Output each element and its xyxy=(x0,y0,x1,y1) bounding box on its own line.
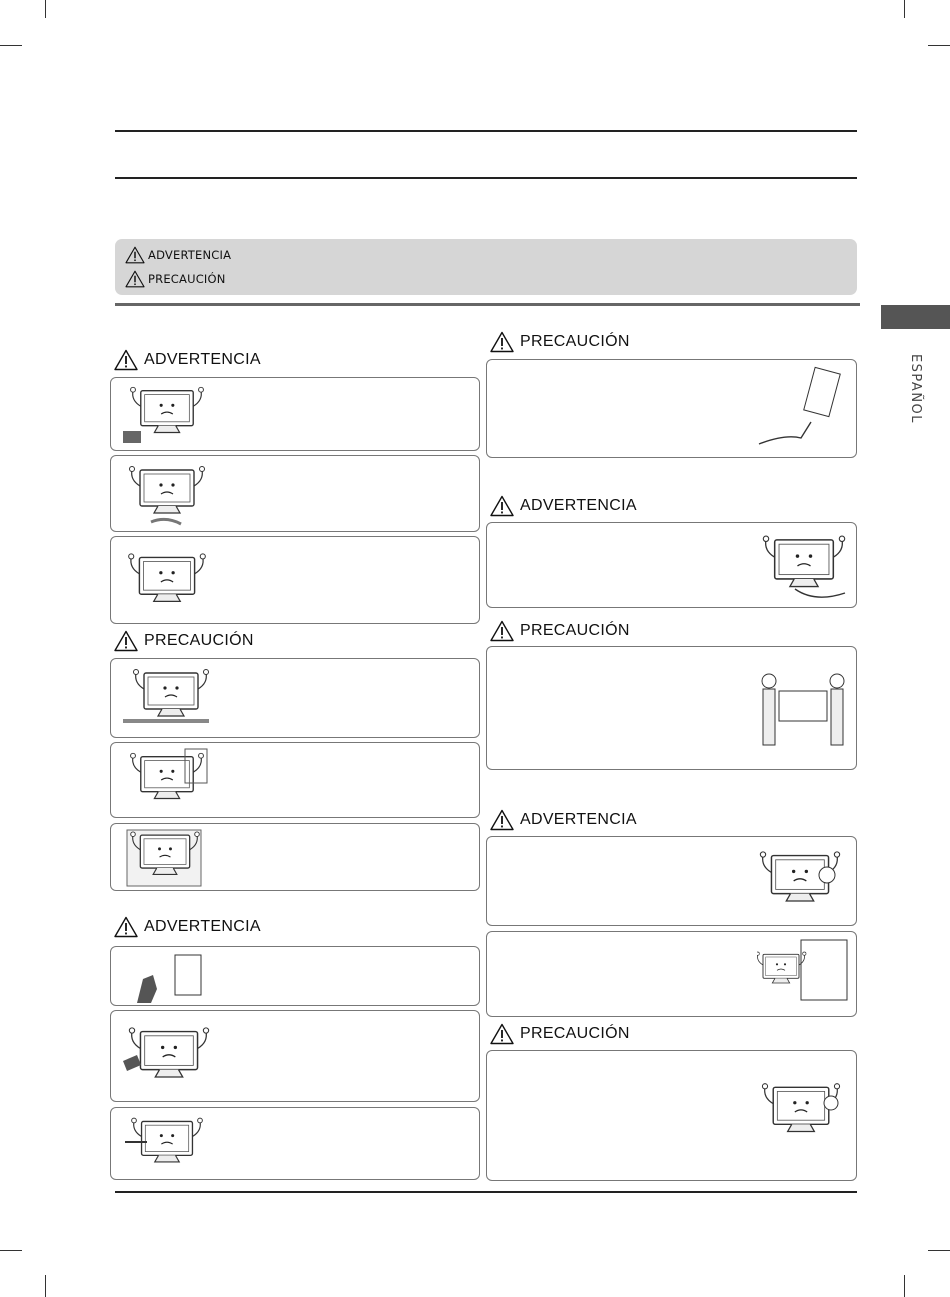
title-rule-bottom xyxy=(115,177,857,179)
warning-triangle-icon xyxy=(490,495,514,517)
safety-card xyxy=(486,1050,857,1181)
safety-card xyxy=(486,836,857,926)
crop-mark xyxy=(0,1250,22,1251)
crop-mark xyxy=(904,0,905,18)
safety-card xyxy=(110,377,480,451)
crop-mark xyxy=(928,45,950,46)
tv-outlet-cables-illustration xyxy=(755,529,853,605)
warning-triangle-icon xyxy=(114,630,138,652)
tv-window-illustration xyxy=(757,936,853,1014)
language-label: ESPAÑOL xyxy=(908,353,923,425)
safety-card xyxy=(110,536,480,624)
heading-label: PRECAUCIÓN xyxy=(520,333,630,350)
heading-caution-3 xyxy=(490,620,630,642)
tv-cord-illustration xyxy=(121,1112,213,1178)
safety-card xyxy=(486,522,857,608)
tv-sunlight-illustration xyxy=(121,747,213,815)
crop-mark xyxy=(0,45,22,46)
tv-pull-cable-illustration xyxy=(755,364,851,454)
warning-triangle-icon xyxy=(114,349,138,371)
footer-rule xyxy=(115,1191,857,1193)
warning-triangle-icon xyxy=(490,1023,514,1045)
warning-triangle-icon xyxy=(490,809,514,831)
warning-triangle-icon xyxy=(490,331,514,353)
tv-smoke-illustration xyxy=(121,547,213,619)
legend-box xyxy=(115,239,857,295)
safety-card xyxy=(110,823,480,891)
heading-label: PRECAUCIÓN xyxy=(144,632,254,649)
tv-plug-illustration xyxy=(119,1021,219,1095)
title-rule-top xyxy=(115,130,857,132)
section-rule xyxy=(115,303,860,306)
heading-caution-2 xyxy=(490,331,630,353)
heading-label: ADVERTENCIA xyxy=(520,811,637,828)
heading-label: PRECAUCIÓN xyxy=(520,1025,630,1042)
tv-impact-illustration xyxy=(131,949,211,1005)
language-tab xyxy=(881,305,950,329)
safety-card xyxy=(110,658,480,738)
safety-card xyxy=(110,1010,480,1102)
safety-card xyxy=(110,742,480,818)
crop-mark xyxy=(45,0,46,18)
heading-warning-2 xyxy=(114,916,261,938)
heading-warning-3 xyxy=(490,495,637,517)
heading-label: ADVERTENCIA xyxy=(144,918,261,935)
two-people-carry-tv-illustration xyxy=(757,669,849,749)
heading-warning-1 xyxy=(114,349,261,371)
heading-label: ADVERTENCIA xyxy=(520,497,637,514)
tv-rain-illustration xyxy=(121,460,213,530)
heading-warning-4 xyxy=(490,809,637,831)
heading-label: PRECAUCIÓN xyxy=(520,622,630,639)
crop-mark xyxy=(904,1275,905,1297)
warning-triangle-icon xyxy=(114,916,138,938)
safety-card xyxy=(486,931,857,1017)
crop-mark xyxy=(928,1250,950,1251)
tv-repair-person-illustration xyxy=(751,845,849,919)
tv-unstable-stand-illustration xyxy=(121,663,221,733)
tv-enclosed-shelf-illustration xyxy=(123,826,207,890)
tv-heater-illustration xyxy=(121,381,213,449)
safety-card xyxy=(110,1107,480,1180)
tv-service-technician-illustration xyxy=(753,1077,849,1149)
warning-triangle-icon xyxy=(490,620,514,642)
safety-card xyxy=(110,455,480,532)
warning-triangle-icon xyxy=(125,246,145,264)
warning-triangle-icon xyxy=(125,270,145,288)
safety-card xyxy=(486,646,857,770)
legend-warning xyxy=(125,246,231,264)
safety-card xyxy=(110,946,480,1006)
heading-caution-1 xyxy=(114,630,254,652)
crop-mark xyxy=(45,1275,46,1297)
safety-card xyxy=(486,359,857,458)
legend-warning-label: ADVERTENCIA xyxy=(148,248,232,262)
heading-caution-4 xyxy=(490,1023,630,1045)
heading-label: ADVERTENCIA xyxy=(144,351,261,368)
legend-caution xyxy=(125,270,226,288)
legend-caution-label: PRECAUCIÓN xyxy=(148,272,226,286)
